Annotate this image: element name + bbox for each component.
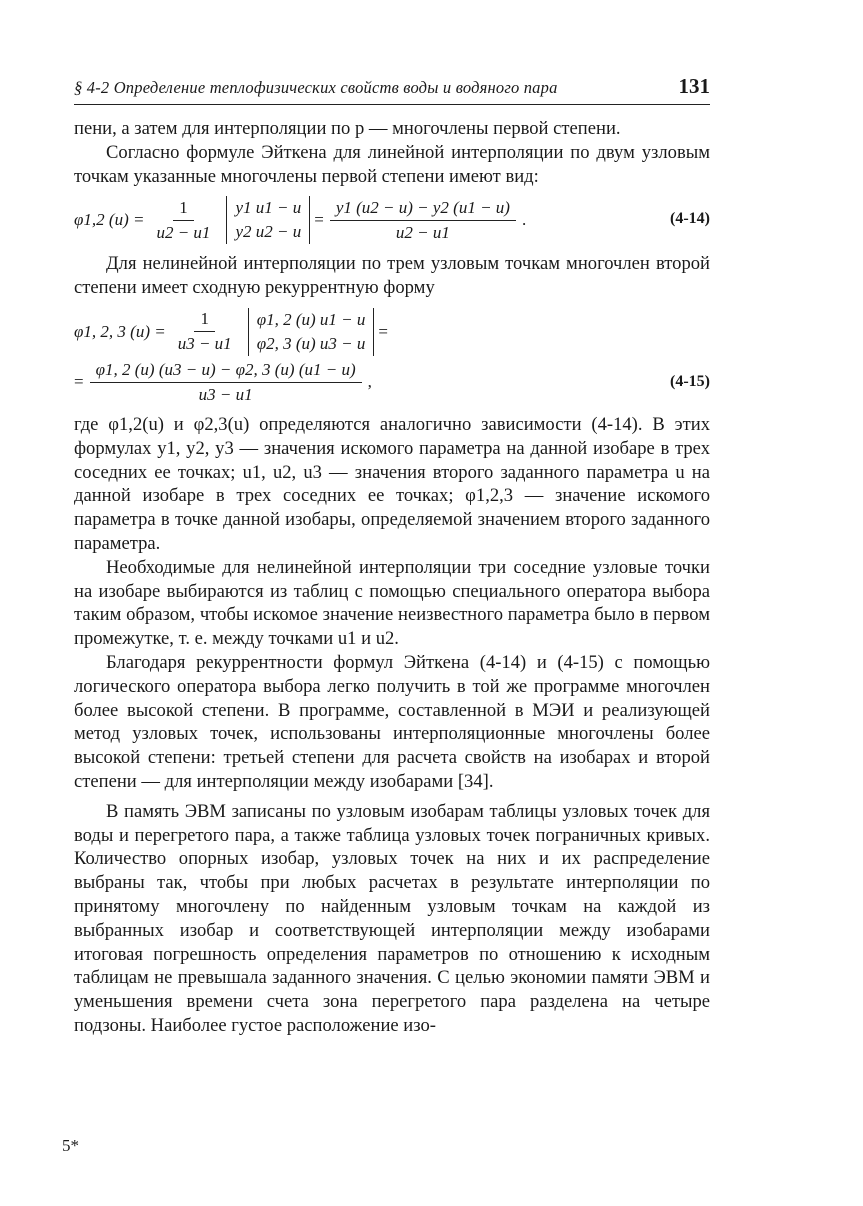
paragraph-5: Необходимые для нелинейной интерполяции три соседние узловые точки на изобаре выбираются из таблиц с помощью специального оператора выбора таким образом, чтобы искомое значение неизвестного параметра было в первом промежутке, т. е. между точками u1 и u2. xyxy=(74,556,710,650)
formula-4-14-fraction-1 xyxy=(150,198,216,243)
paragraph-2: Согласно формуле Эйткена для линейной интерполяции по двум узловым точкам указанные многочлены первой степени имеют вид: xyxy=(74,141,710,187)
paragraph-1: пени, а затем для интерполяции по p — многочлены первой степени. xyxy=(74,118,621,139)
signature-mark: 5* xyxy=(62,1136,79,1155)
formula-4-15-frac2-den: u3 − u1 xyxy=(198,384,253,404)
formula-4-14-frac2-den: u2 − u1 xyxy=(395,222,450,242)
formula-4-14-lhs: φ1,2 (u) = xyxy=(74,210,145,230)
running-header xyxy=(74,74,710,105)
formula-4-15-frac1-den: u3 − u1 xyxy=(177,334,232,354)
formula-4-14-frac2-num: y1 (u2 − u) − y2 (u1 − u) xyxy=(330,198,516,221)
paragraph-3: Для нелинейной интерполяции по трем узловым точкам многочлен второй степени имеет сходную рекуррентную форму xyxy=(74,253,710,299)
running-title: § 4-2 Определение теплофизических свойств воды и водяного пара xyxy=(74,78,558,97)
formula-4-15-equals-2: = xyxy=(74,372,84,392)
formula-4-14-end: . xyxy=(521,210,527,230)
formula-4-14-det-row-2: y2 u2 − u xyxy=(235,222,302,242)
formula-4-15-fraction-1 xyxy=(172,309,238,354)
formula-4-15-equals-1: = xyxy=(378,321,388,341)
formula-4-15-fraction-2 xyxy=(90,360,362,405)
formula-4-14 xyxy=(74,196,710,244)
formula-4-14-determinant xyxy=(226,196,310,244)
page-content xyxy=(74,74,710,1038)
paragraph-7: В память ЭВМ записаны по узловым изобарам таблицы узловых точек для воды и перегретого пара, а также таблица узловых точек пограничных кривых. Количество опорных изобар, узловых точек на них и их распределение выбраны так, чтобы при любых расчетах в результате интерполяции по принятому многочлену по найденным узловым точкам на каждой из выбранных изобар и соответствующей интерполяции между изобарами итоговая погрешность определения параметров по отношению к исходным таблицам не превышала заданного значения. С целью экономии памяти ЭВМ и уменьшения времени счета зона перегретого пара разделена на четыре подзоны. Наиболее густое расположение изо- xyxy=(74,800,710,1036)
formula-4-15-end: , xyxy=(367,372,372,392)
formula-4-14-frac1-den: u2 − u1 xyxy=(156,222,211,242)
formula-4-15-determinant xyxy=(248,308,375,356)
formula-4-14-frac1-num: 1 xyxy=(173,198,194,221)
formula-4-15 xyxy=(74,308,710,405)
formula-4-15-frac1-num: 1 xyxy=(194,309,215,332)
formula-4-15-det-row-2: φ2, 3 (u) u3 − u xyxy=(256,333,366,353)
formula-4-15-frac2-num: φ1, 2 (u) (u3 − u) − φ2, 3 (u) (u1 − u) xyxy=(90,360,362,383)
formula-4-15-lhs: φ1, 2, 3 (u) = xyxy=(74,321,166,341)
formula-4-15-det-row-1: φ1, 2 (u) u1 − u xyxy=(256,309,366,329)
page-number: 131 xyxy=(678,74,710,98)
paragraph-4: где φ1,2(u) и φ2,3(u) определяются аналогично зависимости (4-14). В этих формулах y1, y2, y3 — значения искомого параметра на данной изобаре в трех соседних ее точках; u1, u2, u3 — значения второго заданного параметра u на данной изобаре в трех соседних ее точках; φ1,2,3 — значение искомого параметра в точке данной изобары, определяемой значением второго заданного параметра. xyxy=(74,413,710,554)
equation-number-4-14: (4-14) xyxy=(670,210,710,228)
formula-4-14-fraction-2 xyxy=(330,198,516,243)
formula-4-14-det-row-1: y1 u1 − u xyxy=(235,198,302,218)
paragraph-6: Благодаря рекуррентности формул Эйткена (4-14) и (4-15) с помощью логического оператора выбора легко получить в той же программе многочлен более высокой степени. В программе, составленной в МЭИ и реализующей метод узловых точек, использованы интерполяционные многочлены более высокой степени: третьей степени для расчета свойств на изобарах и второй степени — для интерполяции между изобарами [34]. xyxy=(74,651,710,792)
equation-number-4-15: (4-15) xyxy=(670,372,710,390)
formula-4-14-equals: = xyxy=(314,210,324,230)
